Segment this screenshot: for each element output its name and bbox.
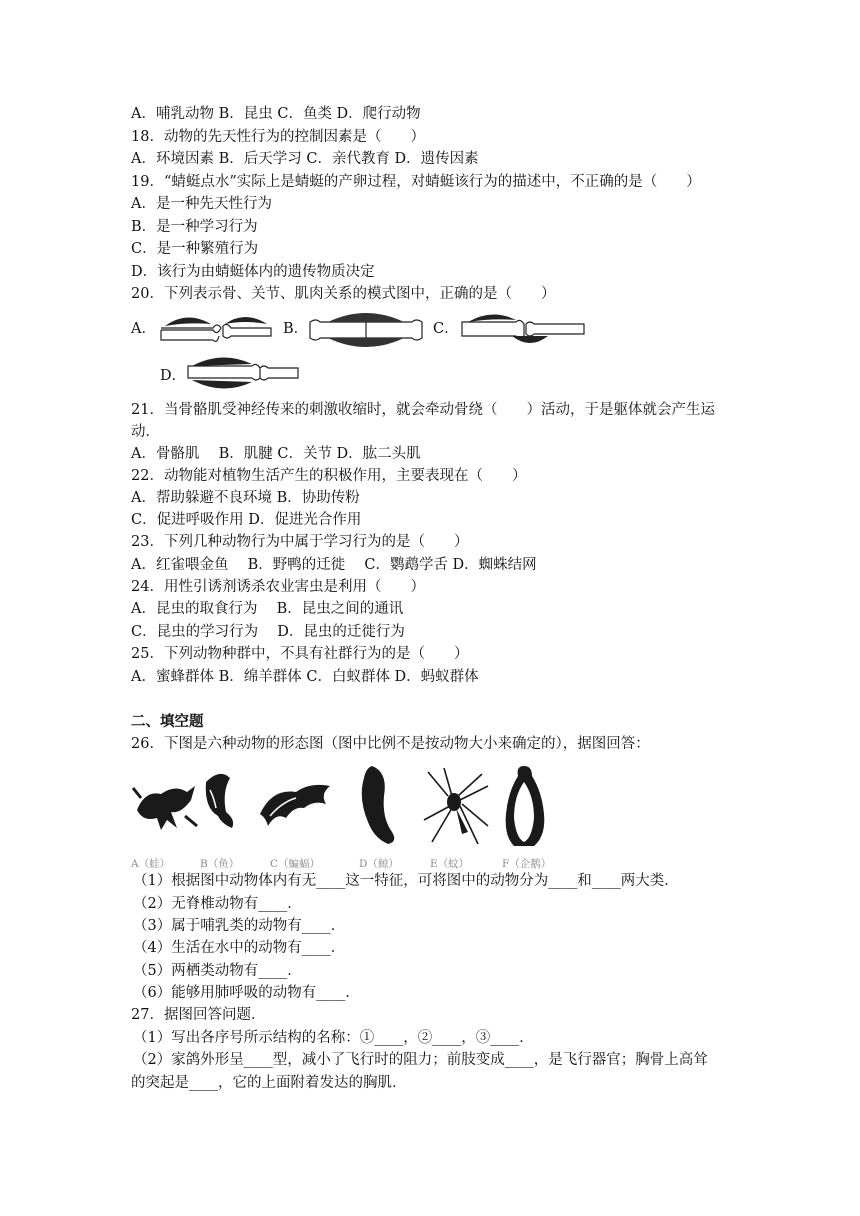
q23-options: A．红雀喂金鱼 B．野鸭的迁徙 C．鹦鹉学舌 D．蜘蛛结网 (131, 557, 537, 573)
q26-stem: 26．下图是六种动物的形态图（图中比例不是按动物大小来确定的），据图回答： (131, 736, 650, 752)
q18-options: A．环境因素 B．后天学习 C．亲代教育 D．遗传因素 (131, 151, 479, 167)
fish-figure (196, 768, 244, 836)
q24-options-ab: A．昆虫的取食行为 B．昆虫之间的通讯 (131, 601, 404, 617)
q20-label-c: C． (433, 321, 459, 337)
q20-figure-d (184, 352, 302, 396)
q18-stem: 18．动物的先天性行为的控制因素是（ ） (131, 129, 425, 145)
q25-stem: 25．下列动物种群中，不具有社群行为的是（ ） (131, 646, 469, 662)
q20-label-d: D． (160, 368, 187, 384)
q24-options-cd: C．昆虫的学习行为 D．昆虫的迁徙行为 (131, 624, 405, 640)
q26-part2: （2）无脊椎动物有____． (133, 896, 302, 912)
q17-options: A．哺乳动物 B．昆虫 C．鱼类 D．爬行动物 (131, 106, 421, 122)
q19-option-a: A．是一种先天性行为 (131, 196, 272, 212)
q27-part2-cont: 的突起是____，它的上面附着发达的胸肌． (131, 1075, 407, 1091)
caption-mosquito: E（蚊） (430, 858, 470, 870)
q22-options-cd: C．促进呼吸作用 D．促进光合作用 (131, 512, 362, 528)
q25-options: A．蜜蜂群体 B．绵羊群体 C．白蚁群体 D．蚂蚁群体 (131, 669, 479, 685)
q20-figure-a (157, 306, 275, 352)
q20-stem: 20．下列表示骨、关节、肌肉关系的模式图中，正确的是（ ） (131, 286, 556, 302)
q26-part6: （6）能够用肺呼吸的动物有____． (133, 985, 360, 1001)
mosquito-figure (418, 766, 492, 850)
q22-options-ab: A．帮助躲避不良环境 B．协助传粉 (131, 490, 360, 506)
q24-stem: 24．用性引诱剂诱杀农业害虫是利用（ ） (131, 579, 425, 595)
bat-figure (256, 778, 336, 830)
section-heading: 二、填空题 (131, 713, 204, 730)
q19-stem: 19．“蜻蜓点水”实际上是蜻蜓的产卵过程，对蜻蜓该行为的描述中，不正确的是（ ） (131, 174, 701, 190)
caption-frog: A（蛙） (131, 858, 171, 870)
penguin-figure (500, 762, 550, 852)
q23-stem: 23．下列几种动物行为中属于学习行为的是（ ） (131, 534, 469, 550)
q21-stem-cont: 动． (131, 424, 160, 440)
q26-part3: （3）属于哺乳类的动物有____． (133, 918, 346, 934)
caption-penguin: F（企鹅） (502, 858, 552, 870)
q20-figure-c (458, 306, 588, 352)
caption-bat: C（蝙蝠） (270, 858, 321, 870)
q19-option-d: D．该行为由蜻蜓体内的遗传物质决定 (131, 264, 375, 280)
whale-figure (354, 762, 402, 848)
q27-stem: 27．据图回答问题． (131, 1007, 266, 1023)
q27-part1: （1）写出各序号所示结构的名称：①____，②____，③____． (133, 1030, 534, 1046)
q26-part1: （1）根据图中动物体内有无____这一特征，可将图中的动物分为____和____两大类． (133, 873, 679, 889)
q19-option-b: B．是一种学习行为 (131, 219, 258, 235)
q21-options: A．骨骼肌 B．肌腱 C．关节 D．肱二头肌 (131, 446, 421, 462)
q27-part2: （2）家鸽外形呈____型，减小了飞行时的阻力；前肢变成____，是飞行器官；胸骨上高耸 (133, 1052, 708, 1068)
frog-figure (131, 770, 201, 836)
caption-fish: B（鱼） (200, 858, 240, 870)
q20-figure-b (306, 306, 426, 354)
q19-option-c: C．是一种繁殖行为 (131, 241, 259, 257)
caption-whale: D（鲸） (359, 858, 399, 870)
q20-label-a: A． (131, 321, 156, 337)
q22-stem: 22．动物能对植物生活产生的积极作用，主要表现在（ ） (131, 468, 527, 484)
q26-part5: （5）两栖类动物有____． (133, 963, 302, 979)
q26-part4: （4）生活在水中的动物有____． (133, 940, 346, 956)
q21-stem: 21．当骨骼肌受神经传来的刺激收缩时，就会牵动骨绕（ ）活动，于是躯体就会产生运 (131, 402, 715, 418)
q20-label-b: B． (283, 321, 309, 337)
